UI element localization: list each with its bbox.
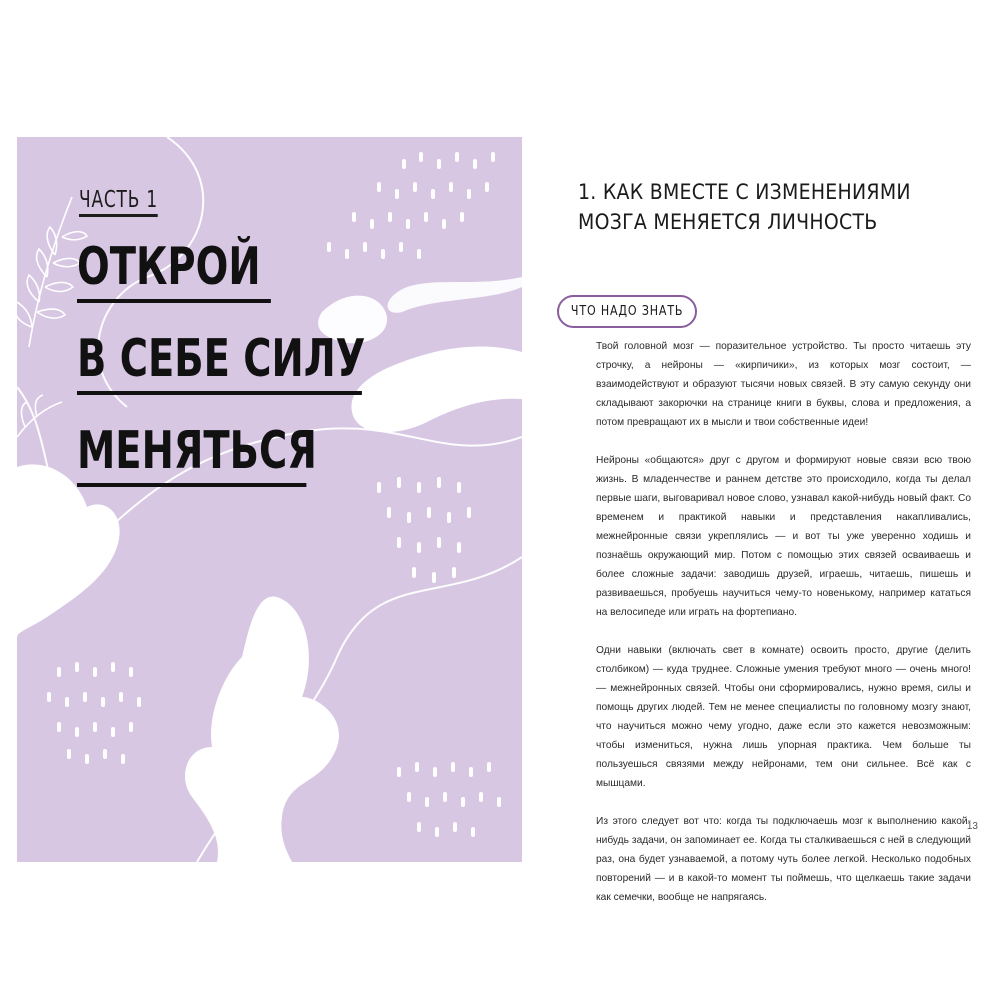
chapter-title-line-2: МОЗГА МЕНЯЕТСЯ ЛИЧНОСТЬ [578,210,878,234]
left-page [17,137,522,862]
body-text [596,337,971,926]
part-title-line-1: ОТКРОЙ [77,237,261,297]
chapter-title-line-1: 1. КАК ВМЕСТЕ С ИЗМЕНЕНИЯМИ [578,180,911,204]
part-label: ЧАСТЬ 1 [79,187,158,217]
paragraph-3: Одни навыки (включать свет в комнате) освоить просто, другие (делить столбиком) — куда труднее. Сложные умения требуют много — очень много! — межнейронных связей. Чтобы они сформировались, нужно время, силы и помощь других людей. Тем не менее специалисты по головному мозгу знают, что научиться можно чему угодно, даже если это кажется невозможным: чтобы измениться, нужна лишь упорная практика. Чем больше ты пользуешься связями между нейронами, тем они сильнее. Всё как с мышцами. [596,645,971,789]
part-title-line-2: В СЕБЕ СИЛУ [77,329,365,389]
what-to-know-tag: ЧТО НАДО ЗНАТЬ [557,295,697,328]
paragraph-1: Твой головной мозг — поразительное устройство. Ты просто читаешь эту строчку, а нейроны — «кирпичики», из которых мозг состоит, — взаимодействуют и образуют тысячи новых связей. В эту самую секунду они складывают закорючки на странице книги в буквы, слова и предложения, а потом превращают их в мысли и твои собственные идеи! [596,341,971,428]
chapter-title [578,177,978,237]
page-number: 13 [966,821,978,832]
right-page [530,137,1000,903]
part-title-line-3: МЕНЯТЬСЯ [77,421,317,481]
paragraph-2: Нейроны «общаются» друг с другом и формируют новые связи всю твою жизнь. В младенчестве и раннем детстве это происходило, когда ты делал первые шаги, выговаривал новое слово, узнавал какой-нибудь новый факт. Со временем и практикой навыки и представления накапливались, межнейронные связи укреплялись — и вот ты уже уверенно ходишь и познаёшь окружающий мир. Потом с помощью этих связей осваиваешь и более сложные задачи: заводишь друзей, играешь, читаешь, пишешь и развиваешься, пробуешь научиться чему-то новенькому, например кататься на велосипеде или играть на фортепиано. [596,455,971,618]
paragraph-4: Из этого следует вот что: когда ты подключаешь мозг к выполнению какой-нибудь задачи, он запоминает ее. Когда ты сталкиваешься с ней в следующий раз, она будет узнаваемой, а потому чуть более легкой. Несколько подобных повторений — и в какой-то момент ты поймешь, что щелкаешь такие задачи как семечки, вообще не напрягаясь. [596,816,971,903]
